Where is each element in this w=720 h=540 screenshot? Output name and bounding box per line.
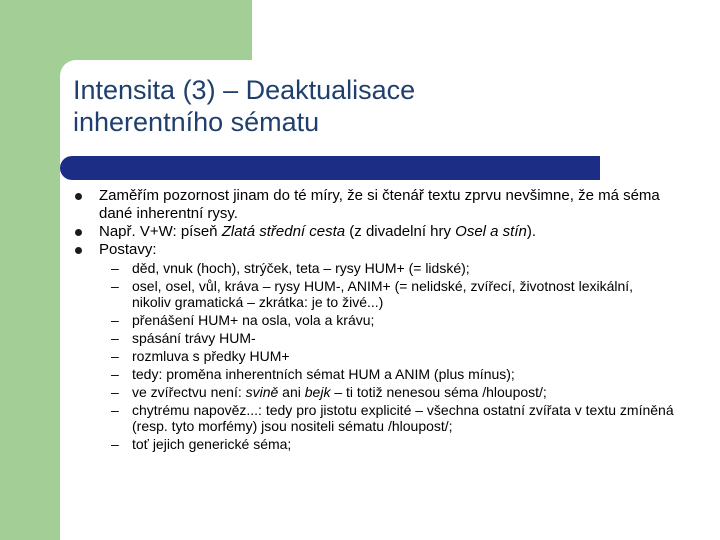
dash-marker: – xyxy=(111,278,119,294)
dash-marker: – xyxy=(111,260,119,276)
bullet-item xyxy=(75,241,675,259)
dash-marker: – xyxy=(111,348,119,364)
sub-item xyxy=(75,366,675,382)
play-title: Osel a stín xyxy=(455,223,527,240)
title-divider-bar xyxy=(60,156,600,180)
sub-list xyxy=(75,260,675,452)
sub-item-text: rozmluva s předky HUM+ xyxy=(132,348,290,364)
title-line-2: inherentního sématu xyxy=(73,107,320,137)
slide-title xyxy=(73,74,693,138)
bullet-text-pre: Např. V+W: píseň xyxy=(99,223,222,240)
dash-marker: – xyxy=(111,366,119,382)
sub-item xyxy=(75,330,675,346)
sub-item xyxy=(75,436,675,452)
sub-item-text: osel, osel, vůl, kráva – rysy HUM-, ANIM+ (= nelidské, zvířecí, životnost lexikální, nikoliv gramatická – zkrátka: je to živé...) xyxy=(132,278,634,310)
sub-item xyxy=(75,384,675,400)
dash-marker: – xyxy=(111,436,119,452)
sub-item-text: toť jejich generické séma; xyxy=(132,436,292,452)
sub-item xyxy=(75,348,675,364)
bullet-dot xyxy=(75,193,82,200)
slide-content xyxy=(75,187,675,454)
sub-item-text: tedy: proměna inherentních sémat HUM a ANIM (plus mínus); xyxy=(132,366,515,382)
sub-item-text-post: – ti totiž nenesou séma /hloupost/; xyxy=(330,384,547,400)
bullet-item xyxy=(75,187,675,223)
bullet-item xyxy=(75,223,675,241)
song-title: Zlatá střední cesta xyxy=(221,223,346,240)
bullet-dot xyxy=(75,247,82,254)
bullet-text-mid: (z divadelní hry xyxy=(345,223,456,240)
sub-item-text: chytrému napověz...: tedy pro jistotu explicité – všechna ostatní zvířata v textu zmíněná (resp. tyto morfémy) jsou nositeli sématu /hloupost/; xyxy=(132,402,674,434)
sub-item-italic: bejk xyxy=(304,384,331,400)
sub-item-text: spásání trávy HUM- xyxy=(132,330,256,346)
dash-marker: – xyxy=(111,312,119,328)
title-line-1: Intensita (3) – Deaktualisace xyxy=(73,75,416,105)
bullet-text: Zaměřím pozornost jinam do té míry, že si čtenář textu zprvu nevšimne, že má séma dané inherentní rysy. xyxy=(99,187,660,222)
dash-marker: – xyxy=(111,330,119,346)
sub-item xyxy=(75,260,675,276)
bullet-text: Postavy: xyxy=(99,241,157,258)
sub-item-text-mid: ani xyxy=(278,384,305,400)
sub-item-text: děd, vnuk (hoch), strýček, teta – rysy HUM+ (= lidské); xyxy=(132,260,470,276)
dash-marker: – xyxy=(111,402,119,418)
dash-marker: – xyxy=(111,384,119,400)
sub-item xyxy=(75,402,675,434)
bullet-text-post: ). xyxy=(526,223,537,240)
bullet-dot xyxy=(75,229,82,236)
sub-item-text-pre: ve zvířectvu není: xyxy=(132,384,246,400)
sub-item-text: přenášení HUM+ na osla, vola a krávu; xyxy=(132,312,375,328)
sub-item xyxy=(75,312,675,328)
sub-item xyxy=(75,278,675,310)
sub-item-italic: svině xyxy=(245,384,279,400)
